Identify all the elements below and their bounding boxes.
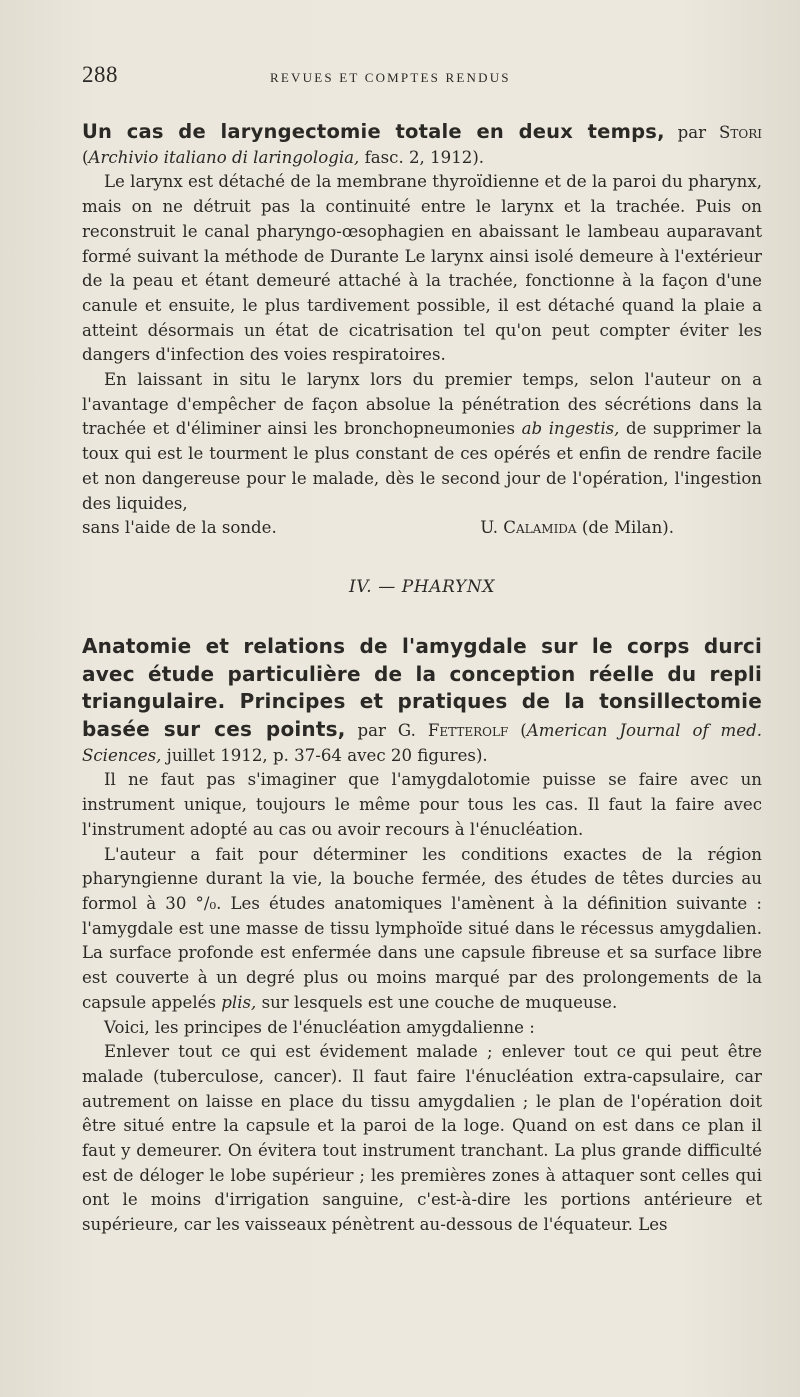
paragraph-text: L'auteur a fait pour déterminer les conditions exactes de la région pharyngienne durant la vie, la bouche fermée, des études de têtes durcies au formol à 30 °/₀. Les études anatomiques l'amènent à la définition suivante : l'amygdale est une masse de tissu lymphoïde situé dans le récessus amygdalien. La surface profonde est enfermée dans une capsule fibreuse et sa surface libre est couverte à un degré plus ou moins marqué par des prolongements de la capsule appelés <box>82 844 762 1012</box>
paragraph <box>82 368 762 516</box>
paragraph: Il ne faut pas s'imaginer que l'amygdalotomie puisse se faire avec un instrument unique, toujours le même pour tous les cas. Il faut la faire avec l'instrument adopté au cas ou avoir recours à l'énucléation. <box>82 770 762 839</box>
article-title: Un cas de laryngectomie totale en deux temps, <box>82 120 665 143</box>
paragraph: Enlever tout ce qui est évidement malade ; enlever tout ce qui peut être malade (tuberculose, cancer). Il faut faire l'énucléation extra-capsulaire, car autrement on laisse en place du tissu amygdalien ; le plan de l'opération doit être situé entre la capsule et la paroi de la loge. Quand on est dans ce plan il faut y demeurer. On évitera tout instrument tranchant. La plus grande difficulté est de déloger le lobe supérieur ; les premières zones à attaquer sont celles qui ont le moins d'irrigation sanguine, c'est-à-dire les portions antérieure et supérieure, car les vaisseaux pénètrent au-dessous de l'équateur. Les <box>82 1042 762 1235</box>
author-name: Stori <box>719 123 762 142</box>
by-text: par G. <box>357 721 416 741</box>
paragraph: Le larynx est détaché de la membrane thyroïdienne et de la paroi du pharynx, mais on ne détruit pas la continuité entre le larynx et la trachée. Puis on reconstruit le canal pharyngo-œsophagien en abaissant le lambeau auparavant formé suivant la méthode de Durante Le larynx ainsi isolé demeure à l'extérieur de la peau et étant demeuré attaché à la trachée, fonctionne à la façon d'une canule et ensuite, le plus tardivement possible, il est détaché quand la plaie a atteint désormais un état de cicatrisation tel qu'on peut compter éviter les dangers d'infection des voies respiratoires. <box>82 172 762 365</box>
page-number: 288 <box>82 62 118 87</box>
article-title: Anatomie et relations de l'amygdale sur le corps durci avec étude particulière de la conception réelle du repli triangulaire. Principes et pratiques de la tonsillectomie basée sur ces points, <box>82 633 762 742</box>
paren: ( <box>82 147 89 167</box>
italic-text: ab ingestis, <box>521 419 620 439</box>
source-details: juillet 1912, p. 37-64 avec 20 figures). <box>166 745 488 765</box>
article-heading <box>82 633 762 769</box>
reviewer-location: (de Milan). <box>581 518 674 538</box>
reviewer-signature <box>480 516 674 541</box>
reviewer-name: Calamida <box>503 518 577 538</box>
article-heading <box>82 120 762 170</box>
article-amygdale <box>82 633 762 1238</box>
paragraph: Voici, les principes de l'énucléation amygdalienne : <box>104 1017 535 1037</box>
signature-line <box>82 516 762 541</box>
by-text: par <box>677 123 707 142</box>
article-laryngectomie <box>82 120 762 541</box>
paren: ( <box>520 721 527 741</box>
paragraph-text: sur lesquels est une couche de muqueuse. <box>261 992 618 1012</box>
paragraph <box>82 843 762 1016</box>
author-name: Fetterolf <box>427 721 509 741</box>
source-journal: Archivio italiano di laringologia, <box>88 147 360 167</box>
running-head: REVUES ET COMPTES RENDUS <box>270 70 511 85</box>
page-header <box>82 62 762 92</box>
reviewer-initial: U. <box>480 518 498 538</box>
paragraph-text: de supprimer la toux qui est le tourment le plus constant de ces opérés et enfin de rendre facile et non dangereuse pour le malade, dès le second jour de l'opération, l'ingestion des liquides, <box>82 419 762 513</box>
italic-text: plis, <box>221 992 257 1012</box>
sig-left-text: sans l'aide de la sonde. <box>82 518 277 538</box>
source-journal: American Journal of med. Sciences, <box>82 721 763 765</box>
source-details: fasc. 2, 1912). <box>364 147 485 167</box>
paragraph-text: En laissant in situ le larynx lors du premier temps, selon l'auteur on a l'avantage d'empêcher de façon absolue la pénétration des sécrétions dans la trachée et d'éliminer ainsi les bronchopneumonies <box>82 370 762 439</box>
section-heading: IV. — PHARYNX <box>348 576 496 597</box>
